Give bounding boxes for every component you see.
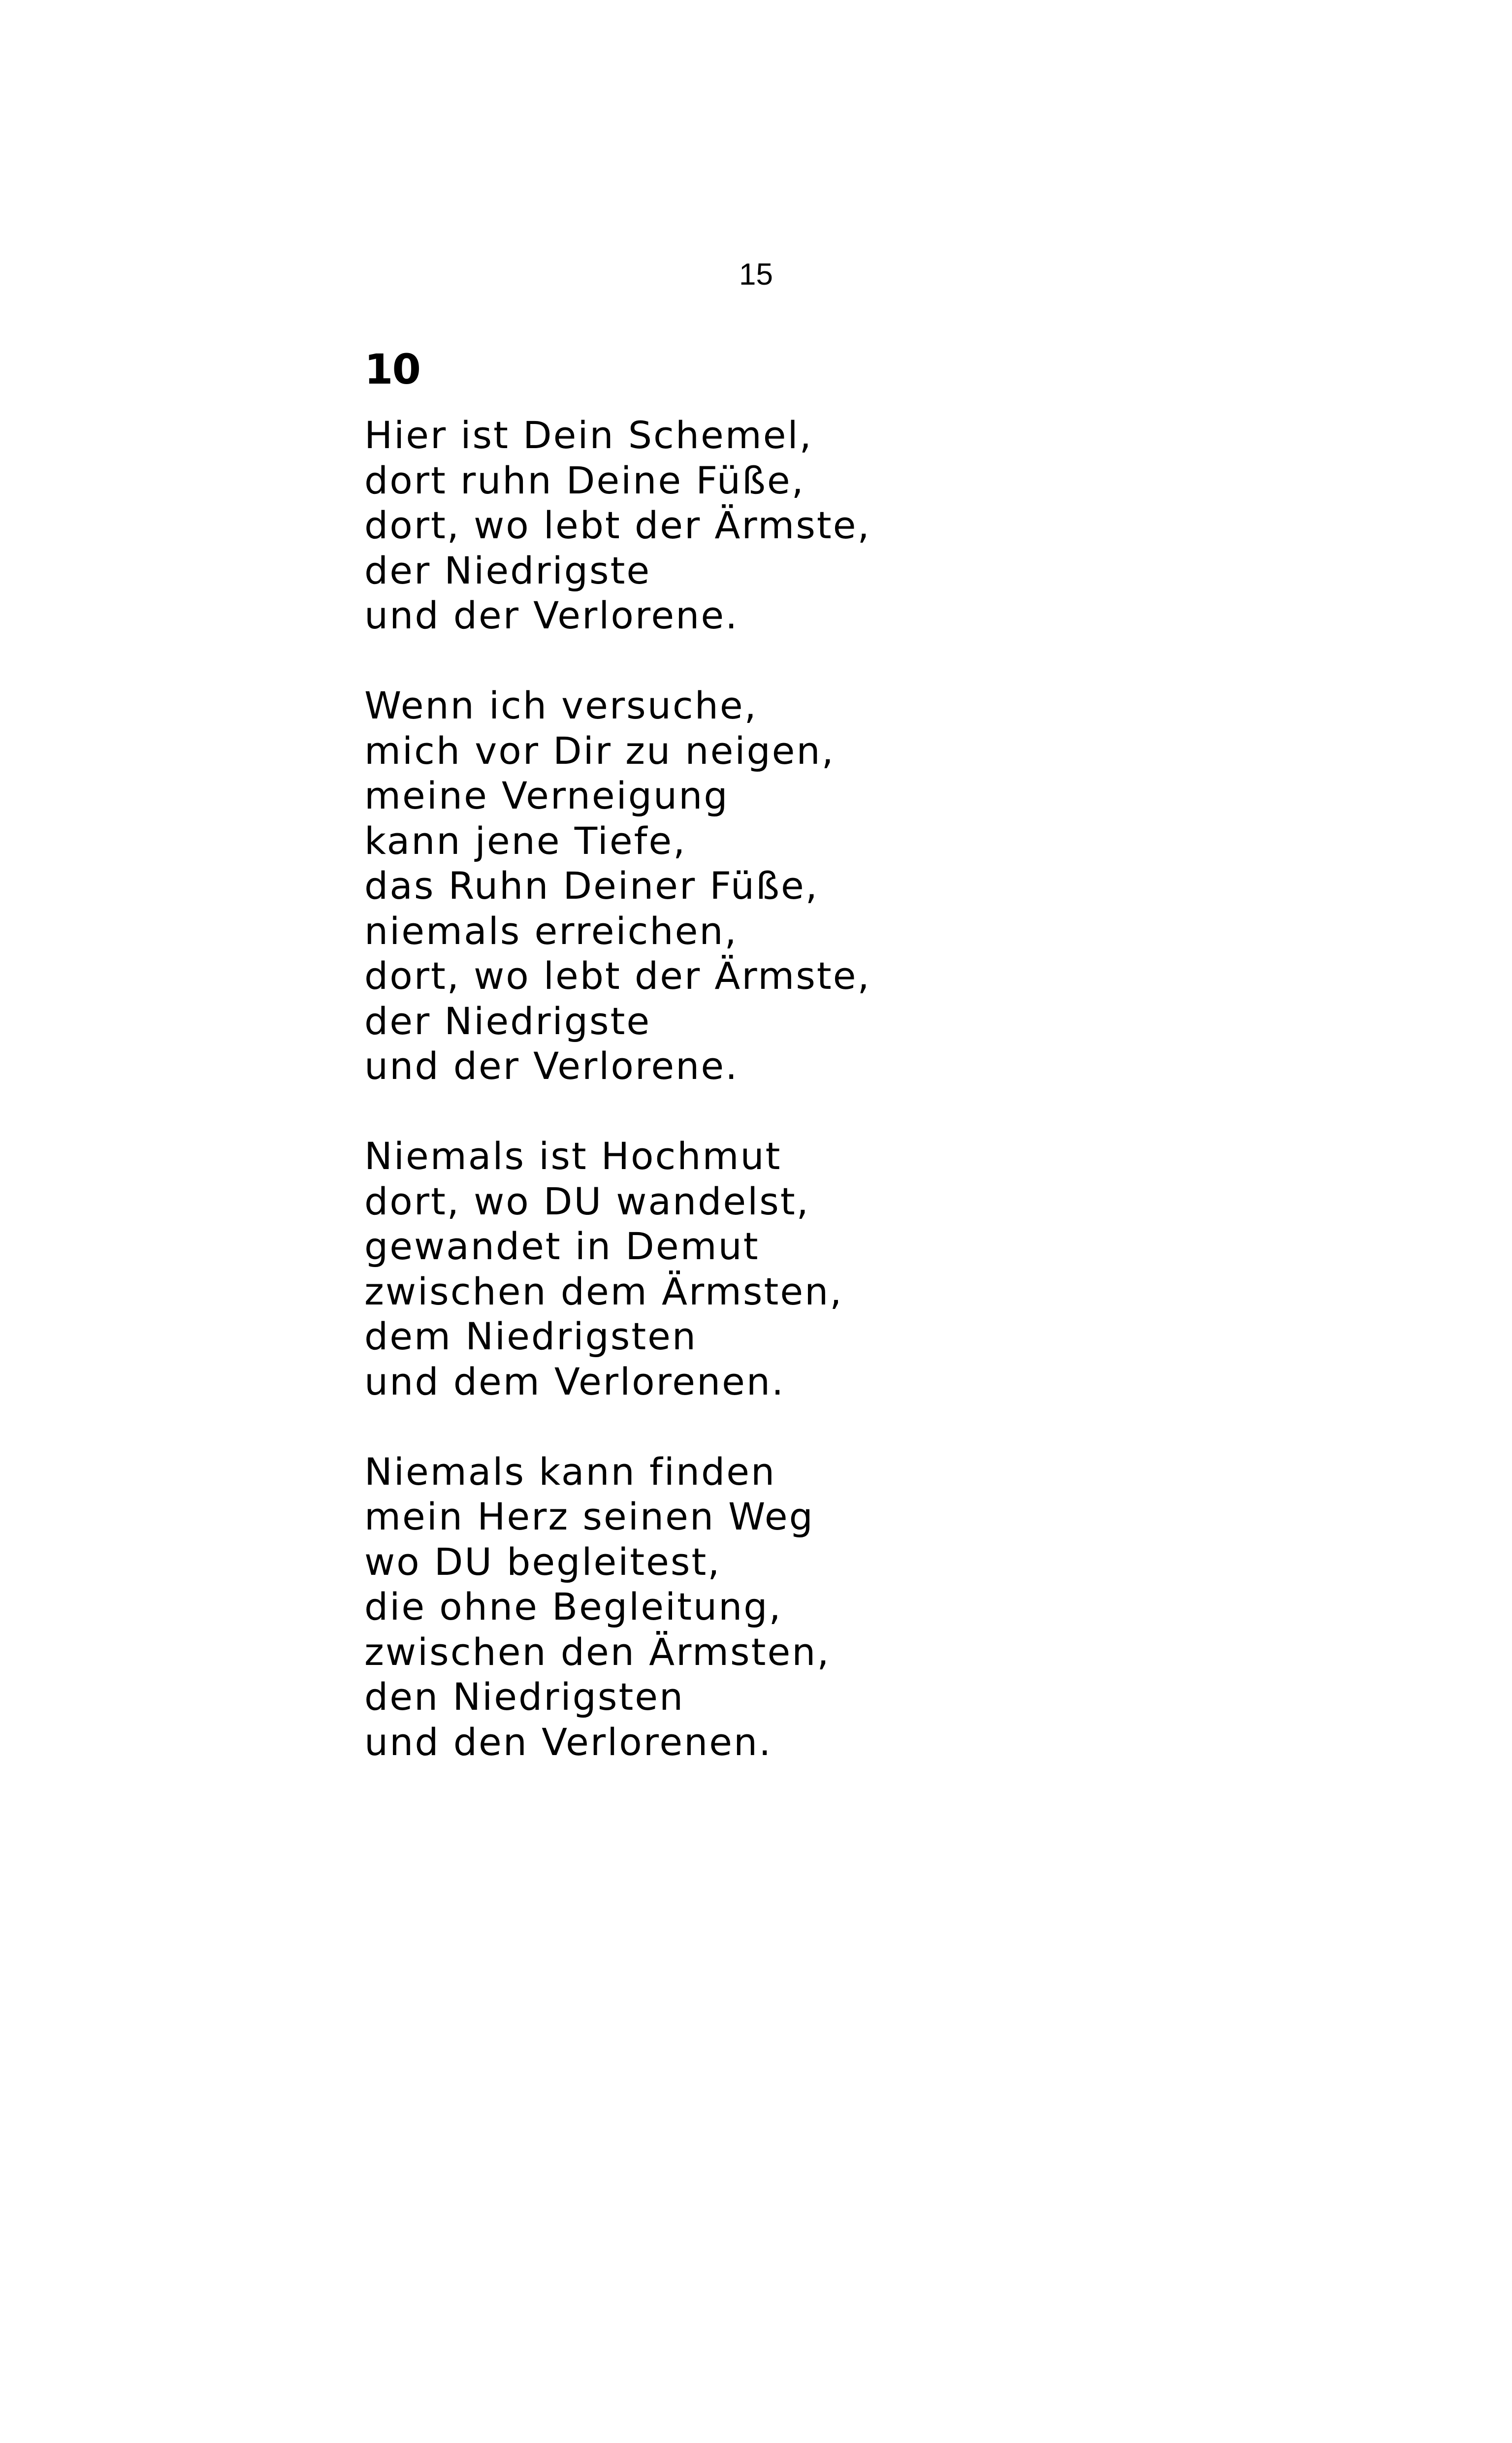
stanza-3 [364, 1134, 1448, 1404]
poem-number: 10 [364, 345, 420, 393]
poem-line: und dem Verlorenen. [364, 1359, 785, 1403]
stanza-4 [364, 1449, 1448, 1765]
poem-line: mich vor Dir zu neigen, [364, 728, 835, 773]
poem-body [364, 413, 1448, 1810]
poem-line: und der Verlorene. [364, 1044, 739, 1088]
poem-line: zwischen den Ärmsten, [364, 1629, 831, 1674]
page-number: 15 [739, 258, 773, 292]
poem-line: kann jene Tiefe, [364, 818, 687, 863]
stanza-2 [364, 683, 1448, 1089]
poem-line: dort, wo DU wandelst, [364, 1179, 810, 1223]
poem-line: das Ruhn Deiner Füße, [364, 864, 819, 908]
poem-line: zwischen dem Ärmsten, [364, 1269, 843, 1313]
poem-line: den Niedrigsten [364, 1675, 685, 1719]
poem-line: gewandet in Demut [364, 1224, 760, 1268]
poem-line: und der Verlorene. [364, 593, 739, 637]
poem-line: Niemals ist Hochmut [364, 1134, 782, 1178]
poem-line: dem Niedrigsten [364, 1314, 698, 1358]
poem-line: meine Verneigung [364, 774, 729, 817]
poem-line: der Niedrigste [364, 548, 651, 592]
poem-line: Niemals kann finden [364, 1449, 776, 1494]
poem-line: wo DU begleitest, [364, 1539, 721, 1584]
poem-line: Hier ist Dein Schemel, [364, 413, 813, 457]
stanza-1 [364, 413, 1448, 638]
poem-line: dort, wo lebt der Ärmste, [364, 503, 871, 547]
poem-line: der Niedrigste [364, 999, 651, 1043]
poem-line: Wenn ich versuche, [364, 684, 758, 727]
poem-line: dort, wo lebt der Ärmste, [364, 954, 871, 998]
poem-line: die ohne Begleitung, [364, 1585, 782, 1629]
poem-line: dort ruhn Deine Füße, [364, 458, 805, 502]
poem-line: niemals erreichen, [364, 909, 738, 953]
poem-line: mein Herz seinen Weg [364, 1495, 814, 1538]
poem-line: und den Verlorenen. [364, 1720, 772, 1764]
